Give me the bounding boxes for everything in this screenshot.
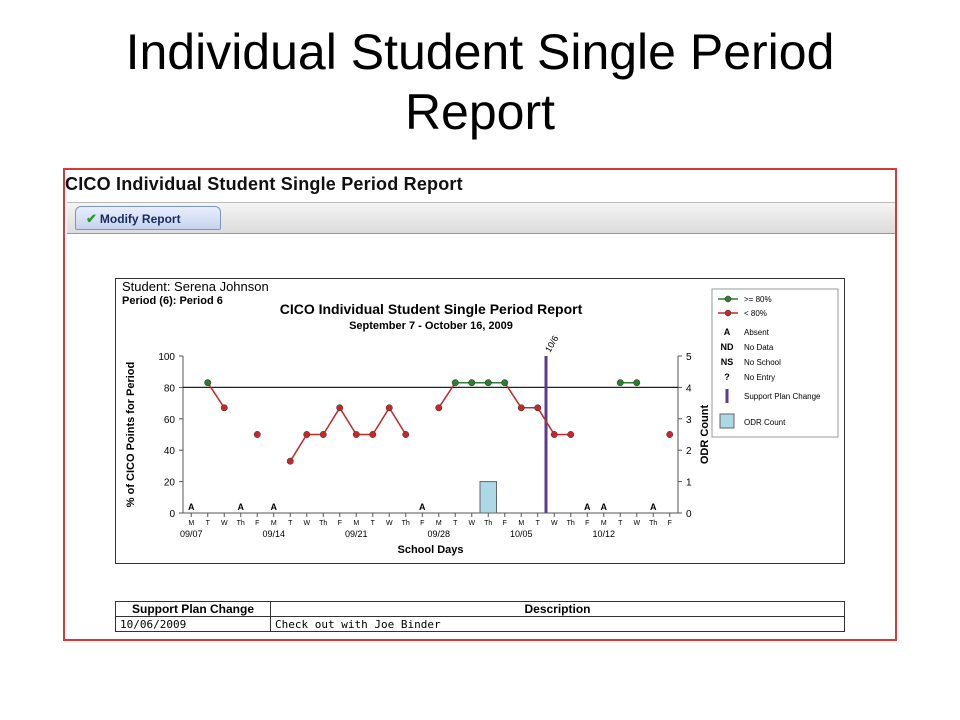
period-label: Period (6): Period 6 bbox=[122, 295, 223, 307]
x-day-label: M bbox=[435, 520, 442, 527]
report-toolbar bbox=[67, 202, 895, 234]
data-point bbox=[469, 379, 475, 385]
data-point bbox=[436, 405, 442, 411]
data-point bbox=[452, 379, 458, 385]
x-day-label: M bbox=[353, 520, 360, 527]
legend-label: Absent bbox=[744, 328, 769, 337]
series-segment bbox=[290, 435, 307, 462]
y-tick-label: 0 bbox=[169, 509, 175, 520]
x-day-label: Th bbox=[401, 520, 410, 527]
data-point bbox=[304, 431, 310, 437]
y-tick-label: 40 bbox=[163, 446, 175, 458]
data-point bbox=[617, 379, 623, 385]
data-point bbox=[221, 405, 227, 411]
x-day-label: F bbox=[420, 520, 425, 527]
series-segment bbox=[340, 408, 357, 435]
series-segment bbox=[208, 383, 225, 408]
x-day-label: T bbox=[618, 520, 623, 527]
x-day-label: W bbox=[220, 520, 228, 527]
legend-label: No School bbox=[744, 358, 781, 367]
series-segment bbox=[505, 383, 522, 408]
series-segment bbox=[389, 408, 406, 435]
data-point bbox=[667, 431, 673, 437]
y-tick-label: 100 bbox=[158, 352, 175, 363]
series-segment bbox=[323, 408, 340, 435]
x-week-label: 09/14 bbox=[262, 529, 286, 539]
legend-label: >= 80% bbox=[744, 295, 772, 304]
x-day-label: Th bbox=[236, 520, 245, 527]
x-day-label: W bbox=[550, 520, 558, 527]
absence-code: A bbox=[270, 502, 277, 512]
data-point bbox=[320, 431, 326, 437]
data-point bbox=[337, 405, 343, 411]
y-tick-label: 60 bbox=[163, 414, 175, 426]
x-day-label: Th bbox=[484, 520, 493, 527]
data-point bbox=[205, 379, 211, 385]
x-day-label: W bbox=[468, 520, 476, 527]
y-axis-title-left: % of CICO Points for Period bbox=[125, 361, 137, 508]
x-day-label: M bbox=[600, 520, 607, 527]
x-day-label: T bbox=[453, 520, 458, 527]
legend-marker bbox=[725, 310, 731, 316]
data-point bbox=[254, 431, 260, 437]
legend-symbol: ND bbox=[720, 342, 734, 352]
chart-subtitle: September 7 - October 16, 2009 bbox=[349, 320, 513, 332]
x-day-label: Th bbox=[319, 520, 328, 527]
y-axis-title-right: ODR Count bbox=[699, 404, 711, 465]
series-segment bbox=[373, 408, 390, 435]
student-name: Student: Serena Johnson bbox=[122, 279, 269, 294]
data-point bbox=[634, 379, 640, 385]
modify-report-label: Modify Report bbox=[99, 212, 181, 226]
x-day-label: W bbox=[385, 520, 393, 527]
support-plan-table-wrap bbox=[115, 601, 845, 632]
legend-symbol: NS bbox=[720, 357, 734, 367]
legend-label: ODR Count bbox=[744, 418, 786, 427]
x-axis-title: School Days bbox=[397, 544, 464, 556]
x-day-label: F bbox=[255, 520, 260, 527]
x-day-label: F bbox=[337, 520, 342, 527]
plan-header-change: Support Plan Change bbox=[116, 602, 271, 617]
data-point bbox=[535, 405, 541, 411]
plan-cell-description: Check out with Joe Binder bbox=[271, 617, 845, 632]
x-day-label: W bbox=[633, 520, 641, 527]
absence-code: A bbox=[600, 502, 607, 512]
absence-code: A bbox=[419, 502, 426, 512]
x-day-label: Th bbox=[649, 520, 658, 527]
x-day-label: M bbox=[188, 520, 195, 527]
x-day-label: Th bbox=[566, 520, 575, 527]
x-week-label: 09/21 bbox=[344, 529, 368, 539]
data-point bbox=[502, 379, 508, 385]
legend-odr-box bbox=[720, 414, 734, 428]
absence-code: A bbox=[584, 502, 591, 512]
absence-code: A bbox=[650, 502, 657, 512]
data-point bbox=[353, 431, 359, 437]
y-tick-label: 20 bbox=[163, 477, 175, 489]
data-point bbox=[518, 405, 524, 411]
legend-label: No Entry bbox=[744, 373, 776, 382]
y2-tick-label: 0 bbox=[686, 509, 692, 520]
slide-title bbox=[0, 22, 960, 142]
x-day-label: F bbox=[502, 520, 507, 527]
report-header: CICO Individual Student Single Period Report bbox=[65, 174, 463, 194]
chart-title: CICO Individual Student Single Period Report bbox=[279, 301, 583, 317]
table-row bbox=[116, 617, 845, 632]
x-day-label: T bbox=[535, 520, 540, 527]
absence-code: A bbox=[188, 502, 195, 512]
slide-title-line-2: Report bbox=[404, 84, 556, 140]
x-day-label: F bbox=[667, 520, 672, 527]
data-point bbox=[370, 431, 376, 437]
absence-code: A bbox=[237, 502, 244, 512]
legend-label: < 80% bbox=[744, 309, 767, 318]
x-week-label: 09/07 bbox=[179, 529, 203, 539]
x-day-label: W bbox=[303, 520, 311, 527]
legend-label: No Data bbox=[744, 343, 774, 352]
support-plan-change-label: 10/6 bbox=[543, 333, 561, 354]
series-segment bbox=[439, 383, 456, 408]
x-day-label: T bbox=[288, 520, 293, 527]
x-week-label: 09/28 bbox=[427, 529, 451, 539]
data-point bbox=[568, 431, 574, 437]
legend-symbol: ? bbox=[724, 372, 730, 382]
modify-report-button[interactable] bbox=[75, 206, 221, 230]
plan-header-description: Description bbox=[271, 602, 845, 617]
report-frame bbox=[63, 168, 897, 641]
data-point bbox=[287, 458, 293, 464]
legend-marker bbox=[725, 296, 731, 302]
x-day-label: F bbox=[585, 520, 590, 527]
legend-symbol: A bbox=[723, 327, 731, 337]
plan-cell-date: 10/06/2009 bbox=[116, 617, 271, 632]
data-point bbox=[551, 431, 557, 437]
data-point bbox=[403, 431, 409, 437]
y2-tick-label: 5 bbox=[686, 352, 692, 363]
odr-bar bbox=[480, 482, 497, 513]
chart-panel bbox=[115, 278, 845, 564]
x-week-label: 10/12 bbox=[592, 529, 616, 539]
y2-tick-label: 3 bbox=[686, 414, 692, 426]
x-day-label: M bbox=[518, 520, 525, 527]
support-plan-table bbox=[115, 601, 845, 632]
slide-title-line-1: Individual Student Single Period bbox=[125, 24, 835, 80]
cico-chart bbox=[116, 279, 844, 563]
y2-tick-label: 1 bbox=[686, 477, 692, 489]
data-point bbox=[386, 405, 392, 411]
y-tick-label: 80 bbox=[163, 383, 175, 395]
y2-tick-label: 4 bbox=[686, 383, 692, 395]
x-day-label: T bbox=[370, 520, 375, 527]
x-day-label: T bbox=[205, 520, 210, 527]
x-week-label: 10/05 bbox=[509, 529, 533, 539]
checkmark-icon: ✔ bbox=[86, 211, 97, 226]
legend-label: Support Plan Change bbox=[744, 392, 821, 401]
data-point bbox=[485, 379, 491, 385]
y2-tick-label: 2 bbox=[686, 446, 692, 458]
x-day-label: M bbox=[270, 520, 277, 527]
